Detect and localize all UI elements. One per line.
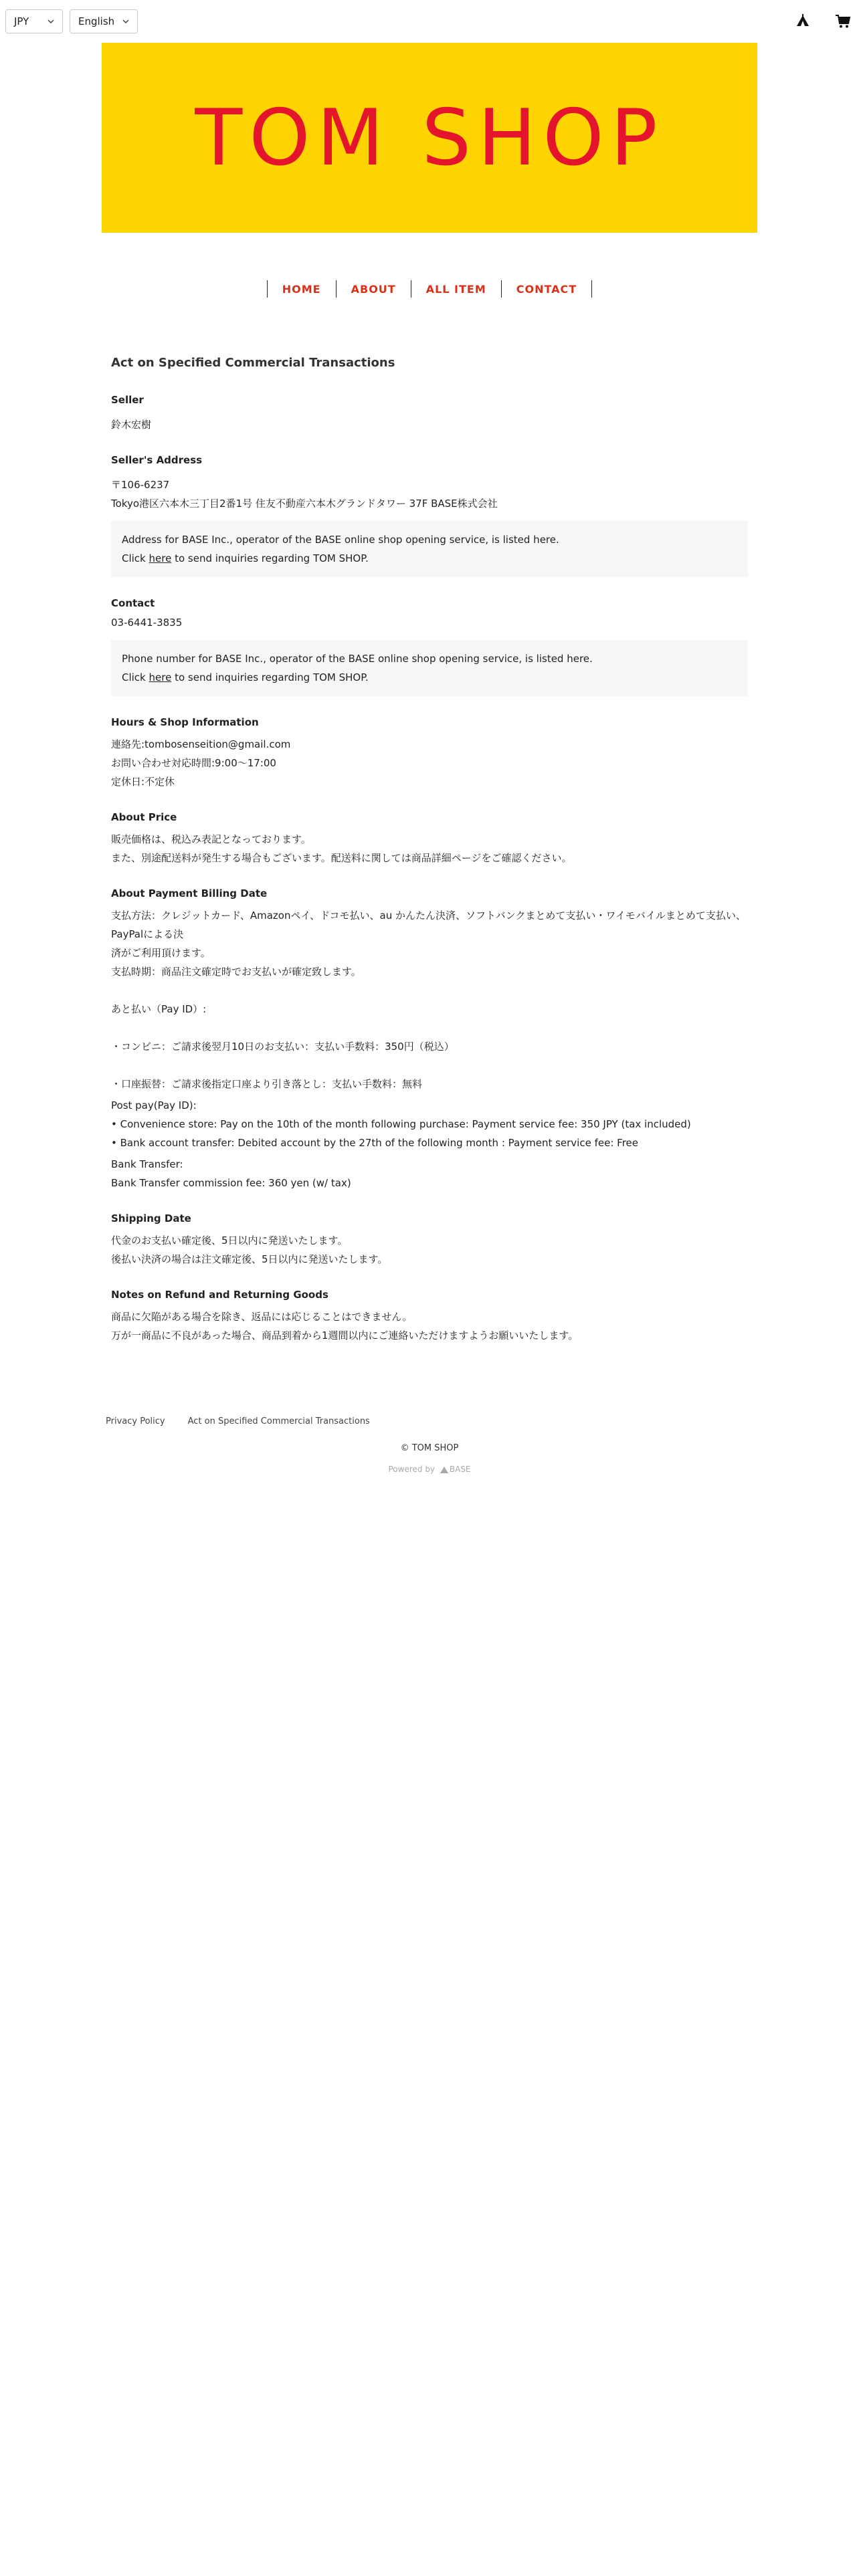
nav-home[interactable]: HOME <box>282 282 321 296</box>
atobarai-label: あと払い（Pay ID）: <box>111 1003 207 1015</box>
contact-heading: Contact <box>111 597 155 609</box>
contact-note-rest: to send inquiries regarding TOM SHOP. <box>171 671 369 683</box>
refund-heading: Notes on Refund and Returning Goods <box>111 1289 328 1301</box>
seller-heading: Seller <box>111 394 144 406</box>
shipping-line-1: 代金のお支払い確定後、5日以内に発送いたします。 <box>111 1235 348 1247</box>
contact-section <box>111 596 748 696</box>
address-note-rest: to send inquiries regarding TOM SHOP. <box>171 552 369 564</box>
main-nav <box>0 280 859 298</box>
payment-section <box>111 886 748 1192</box>
shipping-line-2: 後払い決済の場合は注文確定後、5日以内に発送いたします。 <box>111 1253 388 1265</box>
main-content <box>111 356 748 1345</box>
contact-note-text: Phone number for BASE Inc., operator of the BASE online shop opening service, is listed here. <box>122 653 593 665</box>
currency-select[interactable] <box>5 9 63 33</box>
refund-line-2: 万が一商品に不良があった場合、商品到着から1週間以内にご連絡いただけますようお願いいたします。 <box>111 1329 579 1341</box>
postpay-convenience: • Convenience store: Pay on the 10th of the month following purchase: Payment service fee: 350 JPY (tax included) <box>111 1118 691 1130</box>
payment-methods: 支払方法：クレジットカード、Amazonペイ、ドコモ払い、au かんたん決済、ソフトバンクまとめて支払い・ワイモバイルまとめて支払い、PayPalによる決 <box>111 909 746 940</box>
payment-heading: About Payment Billing Date <box>111 887 268 899</box>
currency-select-value: JPY <box>14 15 29 27</box>
nav-divider <box>267 280 268 298</box>
footer-privacy-link[interactable]: Privacy Policy <box>106 1416 165 1426</box>
cart-button[interactable] <box>832 11 854 32</box>
hours-section <box>111 715 748 791</box>
postpay-bank: • Bank account transfer: Debited account by the 27th of the following month : Payment service fee: Free <box>111 1137 638 1149</box>
shipping-section <box>111 1211 748 1269</box>
contact-note <box>111 640 748 696</box>
price-line-1: 販売価格は、税込み表記となっております。 <box>111 833 311 845</box>
address-inquiry-link[interactable]: here <box>149 552 172 564</box>
price-line-2: また、別途配送料が発生する場合もございます。配送料に関しては商品詳細ページをご確認ください。 <box>111 852 572 864</box>
powered-by-label: Powered by <box>388 1465 436 1474</box>
chevron-down-icon <box>121 17 130 26</box>
footer-act-link[interactable]: Act on Specified Commercial Transactions <box>187 1416 370 1426</box>
address-section <box>111 453 748 577</box>
address-postal: 〒106-6237 <box>111 479 170 491</box>
hours-heading: Hours & Shop Information <box>111 716 259 728</box>
price-section <box>111 810 748 867</box>
top-bar <box>0 0 859 43</box>
base-logo-icon <box>440 1467 448 1473</box>
address-note <box>111 521 748 577</box>
nav-divider <box>336 280 337 298</box>
tent-icon <box>795 13 811 29</box>
copyright: © TOM SHOP <box>400 1443 459 1453</box>
refund-line-1: 商品に欠陥がある場合を除き、返品には応じることはできません。 <box>111 1311 413 1323</box>
postpay-label: Post pay(Pay ID): <box>111 1099 197 1111</box>
address-note-text: Address for BASE Inc., operator of the BASE online shop opening service, is listed here. <box>122 534 559 546</box>
shop-banner[interactable] <box>102 43 757 233</box>
hours-holiday: 定休日:不定休 <box>111 776 175 788</box>
payment-timing: 支払時期：商品注文確定時でお支払いが確定致します。 <box>111 966 361 978</box>
seller-name: 鈴木宏樹 <box>111 419 152 431</box>
powered-by[interactable] <box>0 1465 859 1474</box>
contact-phone: 03-6441-3835 <box>111 617 183 629</box>
nav-contact[interactable]: CONTACT <box>516 282 577 296</box>
footer-links <box>106 1416 370 1426</box>
refund-section <box>111 1287 748 1345</box>
cart-icon <box>835 13 851 29</box>
address-note-inquiry <box>122 549 737 568</box>
contact-note-inquiry <box>122 668 737 687</box>
shop-logo: TOM SHOP <box>195 92 664 183</box>
hours-email: 連絡先:tombosenseition@gmail.com <box>111 738 291 750</box>
price-heading: About Price <box>111 811 177 823</box>
chevron-down-icon <box>46 17 56 26</box>
language-select-value: English <box>78 15 115 27</box>
hours-time: お問い合わせ対応時間:9:00～17:00 <box>111 757 276 769</box>
nav-divider <box>501 280 502 298</box>
shipping-heading: Shipping Date <box>111 1212 191 1224</box>
bank-transfer-label: Bank Transfer: <box>111 1158 183 1170</box>
nav-divider <box>591 280 592 298</box>
contact-inquiry-link[interactable]: here <box>149 671 172 683</box>
atobarai-convenience: ・コンビニ：ご請求後翌月10日のお支払い：支払い手数料：350円（税込） <box>111 1041 454 1053</box>
page-title: Act on Specified Commercial Transactions <box>111 356 395 370</box>
bank-transfer-fee: Bank Transfer commission fee: 360 yen (w/ tax) <box>111 1177 351 1189</box>
language-select[interactable] <box>70 9 138 33</box>
shop-community-icon[interactable] <box>792 11 814 32</box>
nav-all-item[interactable]: ALL ITEM <box>425 282 486 296</box>
atobarai-bank: ・口座振替：ご請求後指定口座より引き落とし：支払い手数料：無料 <box>111 1078 423 1090</box>
seller-section <box>111 393 748 434</box>
nav-about[interactable]: ABOUT <box>351 282 396 296</box>
powered-by-brand: BASE <box>449 1465 471 1474</box>
address-note-click: Click <box>122 552 149 564</box>
address-line: Tokyo港区六本木三丁目2番1号 住友不動産六本木グランドタワー 37F BASE株式会社 <box>111 498 498 510</box>
contact-note-click: Click <box>122 671 149 683</box>
address-heading: Seller's Address <box>111 454 203 466</box>
payment-methods-cont: 済がご利用頂けます。 <box>111 947 211 959</box>
